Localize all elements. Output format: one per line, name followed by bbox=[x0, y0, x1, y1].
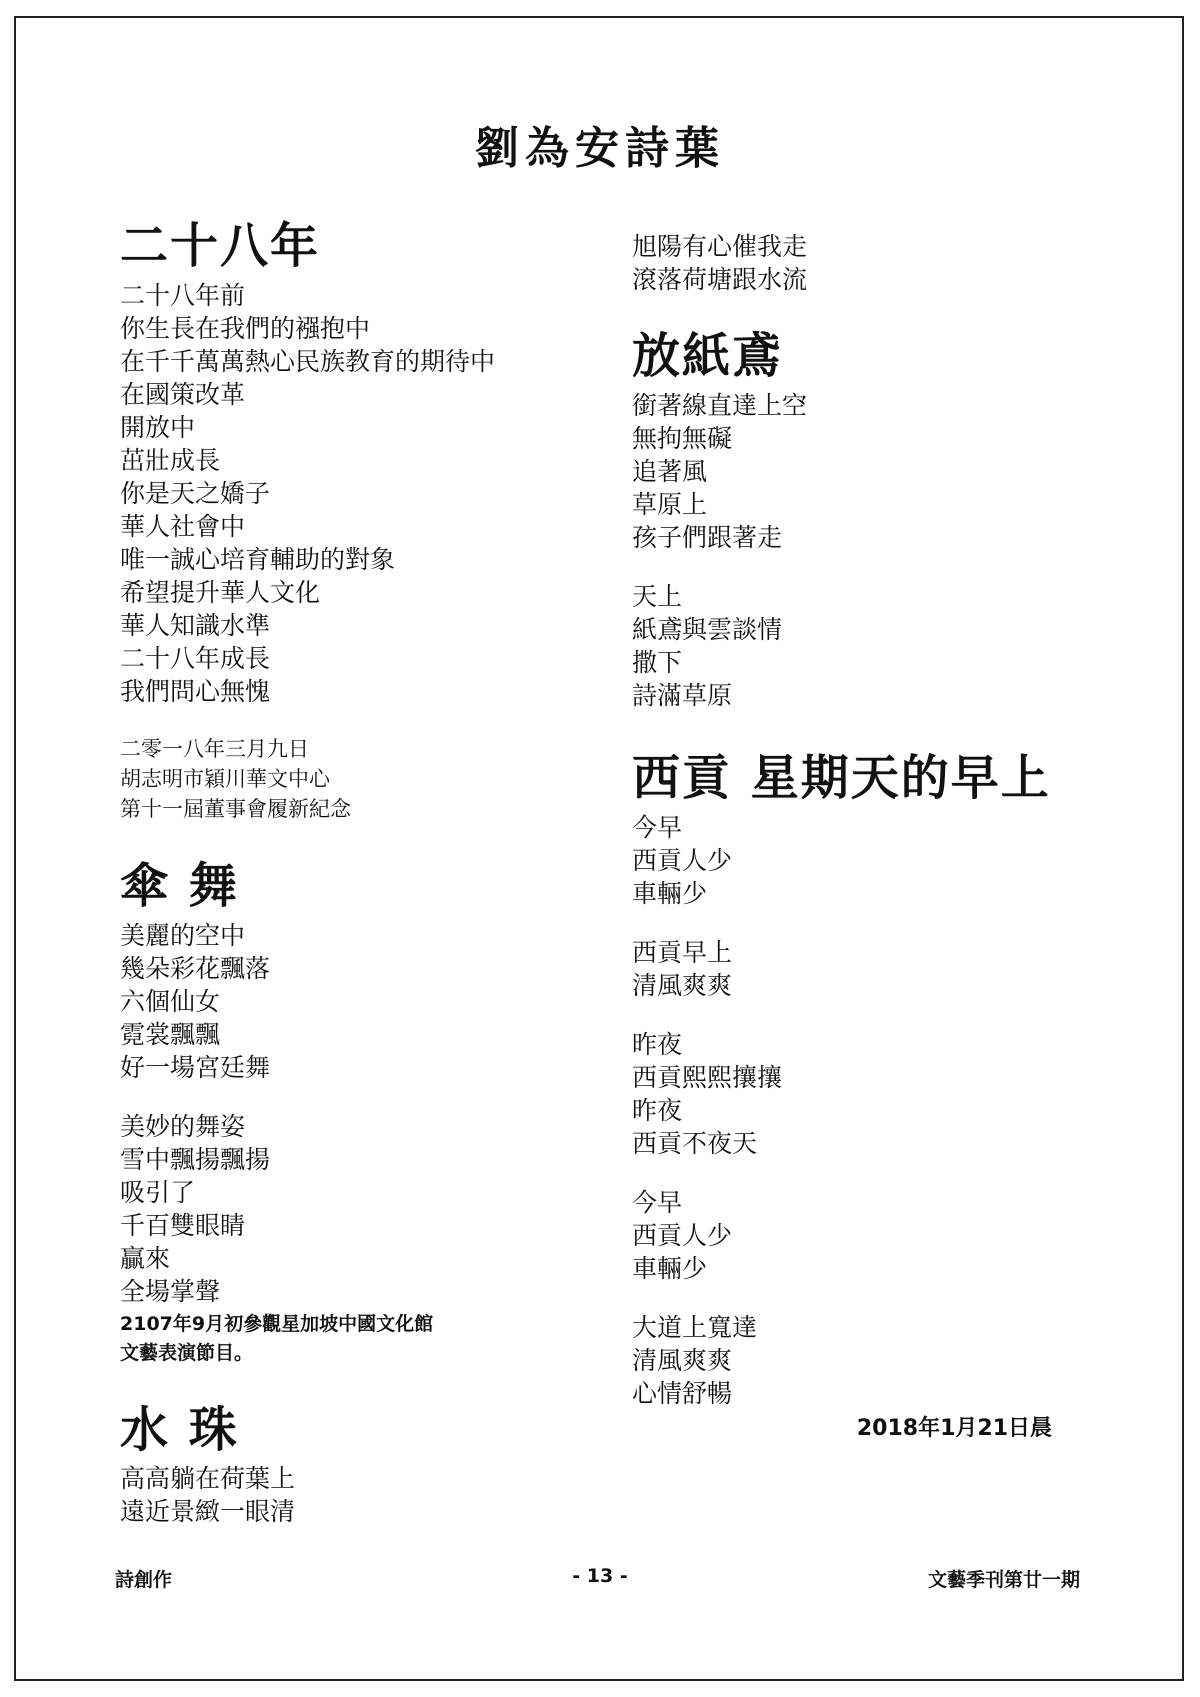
poem-line: 雪中飄揚飄揚 bbox=[120, 1144, 271, 1174]
poem-line: 二十八年前 bbox=[120, 280, 246, 310]
poem-line: 全場掌聲 bbox=[120, 1276, 221, 1306]
poem-date: 2018年1月21日晨 bbox=[856, 1415, 1052, 1441]
poem-line: 希望提升華人文化 bbox=[120, 577, 321, 607]
right-column bbox=[632, 230, 1112, 1472]
poem-line: 幾朵彩花飄落 bbox=[120, 953, 271, 983]
poem-note bbox=[120, 734, 600, 824]
poem-line: 華人社會中 bbox=[120, 511, 246, 541]
stanza bbox=[120, 1110, 600, 1308]
poem-note bbox=[120, 1310, 600, 1368]
stanza bbox=[120, 279, 600, 708]
stanza bbox=[632, 580, 1112, 712]
poem-line: 西貢早上 bbox=[632, 937, 733, 967]
poem-line: 我們問心無愧 bbox=[120, 676, 271, 706]
poem-title: 西貢 星期天的早上 bbox=[632, 749, 1051, 806]
poem-line: 千百雙眼睛 bbox=[120, 1210, 246, 1240]
poem-line: 紙鳶與雲談情 bbox=[632, 614, 783, 644]
page-title: 劉為安詩葉 bbox=[475, 123, 725, 174]
note-line: 胡志明市穎川華文中心 bbox=[120, 766, 330, 791]
poem-line: 旭陽有心催我走 bbox=[632, 232, 808, 261]
poem-line: 好一場宮廷舞 bbox=[120, 1052, 271, 1082]
poem-line: 茁壯成長 bbox=[120, 445, 221, 475]
poem-line: 西貢熙熙攘攘 bbox=[632, 1062, 783, 1092]
poem-line: 心情舒暢 bbox=[632, 1378, 733, 1408]
poem-line: 天上 bbox=[632, 581, 683, 611]
poem-line: 美麗的空中 bbox=[120, 920, 246, 950]
poem-line: 今早 bbox=[632, 1187, 683, 1217]
poem-line: 詩滿草原 bbox=[632, 680, 733, 710]
footer-publication: 文藝季刊第廿一期 bbox=[927, 1569, 1080, 1591]
poem-line: 追著風 bbox=[632, 456, 708, 486]
poem-line: 撒下 bbox=[632, 647, 683, 677]
poem-line: 你生長在我們的襁抱中 bbox=[120, 313, 371, 343]
poem-line: 遠近景緻一眼清 bbox=[120, 1497, 296, 1527]
poem-title: 傘 舞 bbox=[120, 857, 239, 914]
poem-line: 在千千萬萬熱心民族教育的期待中 bbox=[120, 346, 496, 376]
poem-line: 滾落荷塘跟水流 bbox=[632, 265, 808, 294]
poem-line: 車輛少 bbox=[632, 1253, 708, 1283]
stanza bbox=[632, 389, 1112, 554]
poem-line: 贏來 bbox=[120, 1243, 171, 1273]
poem-twenty-eight-years bbox=[120, 220, 600, 824]
poem-line: 華人知識水準 bbox=[120, 610, 271, 640]
stanza bbox=[120, 1462, 600, 1528]
poem-line: 車輛少 bbox=[632, 878, 708, 908]
poem-line: 在國策改革 bbox=[120, 379, 246, 409]
poem-line: 西貢不夜天 bbox=[632, 1128, 758, 1158]
poem-line: 今早 bbox=[632, 812, 683, 842]
left-column bbox=[120, 220, 600, 1556]
poem-line: 二十八年成長 bbox=[120, 643, 271, 673]
poem-continuation bbox=[632, 230, 1112, 296]
poem-title: 二十八年 bbox=[120, 218, 321, 274]
poem-line: 唯一誠心培育輔助的對象 bbox=[120, 544, 396, 574]
poem-umbrella-dance bbox=[120, 857, 600, 1368]
poem-line: 銜著線直達上空 bbox=[632, 390, 808, 420]
poem-water-drop bbox=[120, 1401, 600, 1529]
poem-line: 昨夜 bbox=[632, 1029, 683, 1059]
poem-line: 草原上 bbox=[632, 489, 708, 519]
poem-line: 清風爽爽 bbox=[632, 1345, 733, 1375]
footer-page-number: - 13 - bbox=[572, 1565, 628, 1587]
stanza bbox=[632, 1186, 1112, 1285]
stanza bbox=[632, 811, 1112, 910]
poem-line: 美妙的舞姿 bbox=[120, 1111, 246, 1141]
stanza bbox=[632, 1028, 1112, 1160]
poem-line: 六個仙女 bbox=[120, 986, 221, 1016]
poem-line: 西貢人少 bbox=[632, 845, 733, 875]
poem-line: 霓裳飄飄 bbox=[120, 1019, 221, 1049]
poem-line: 西貢人少 bbox=[632, 1220, 733, 1250]
note-line: 第十一屆董事會履新紀念 bbox=[120, 796, 351, 821]
poem-line: 無拘無礙 bbox=[632, 423, 733, 453]
stanza bbox=[120, 919, 600, 1084]
poem-line: 你是天之嬌子 bbox=[120, 478, 271, 508]
poem-title: 水 珠 bbox=[120, 1401, 239, 1458]
poem-line: 昨夜 bbox=[632, 1095, 683, 1125]
stanza bbox=[632, 1311, 1112, 1410]
footer-section-label: 詩創作 bbox=[115, 1569, 173, 1591]
poem-line: 清風爽爽 bbox=[632, 970, 733, 1000]
poem-line: 開放中 bbox=[120, 412, 196, 442]
stanza bbox=[632, 936, 1112, 1002]
poem-line: 大道上寬達 bbox=[632, 1312, 758, 1342]
poem-line: 高高躺在荷葉上 bbox=[120, 1464, 296, 1494]
poem-line: 吸引了 bbox=[120, 1177, 196, 1207]
poem-flying-kite bbox=[632, 330, 1112, 712]
poem-line: 孩子們跟著走 bbox=[632, 522, 783, 552]
poem-title: 放紙鳶 bbox=[632, 328, 783, 384]
note-line: 二零一八年三月九日 bbox=[120, 736, 309, 761]
note-line: 文藝表演節目。 bbox=[120, 1341, 254, 1364]
poem-saigon-sunday bbox=[632, 749, 1112, 1444]
note-line: 2107年9月初參觀星加坡中國文化館 bbox=[120, 1312, 434, 1335]
